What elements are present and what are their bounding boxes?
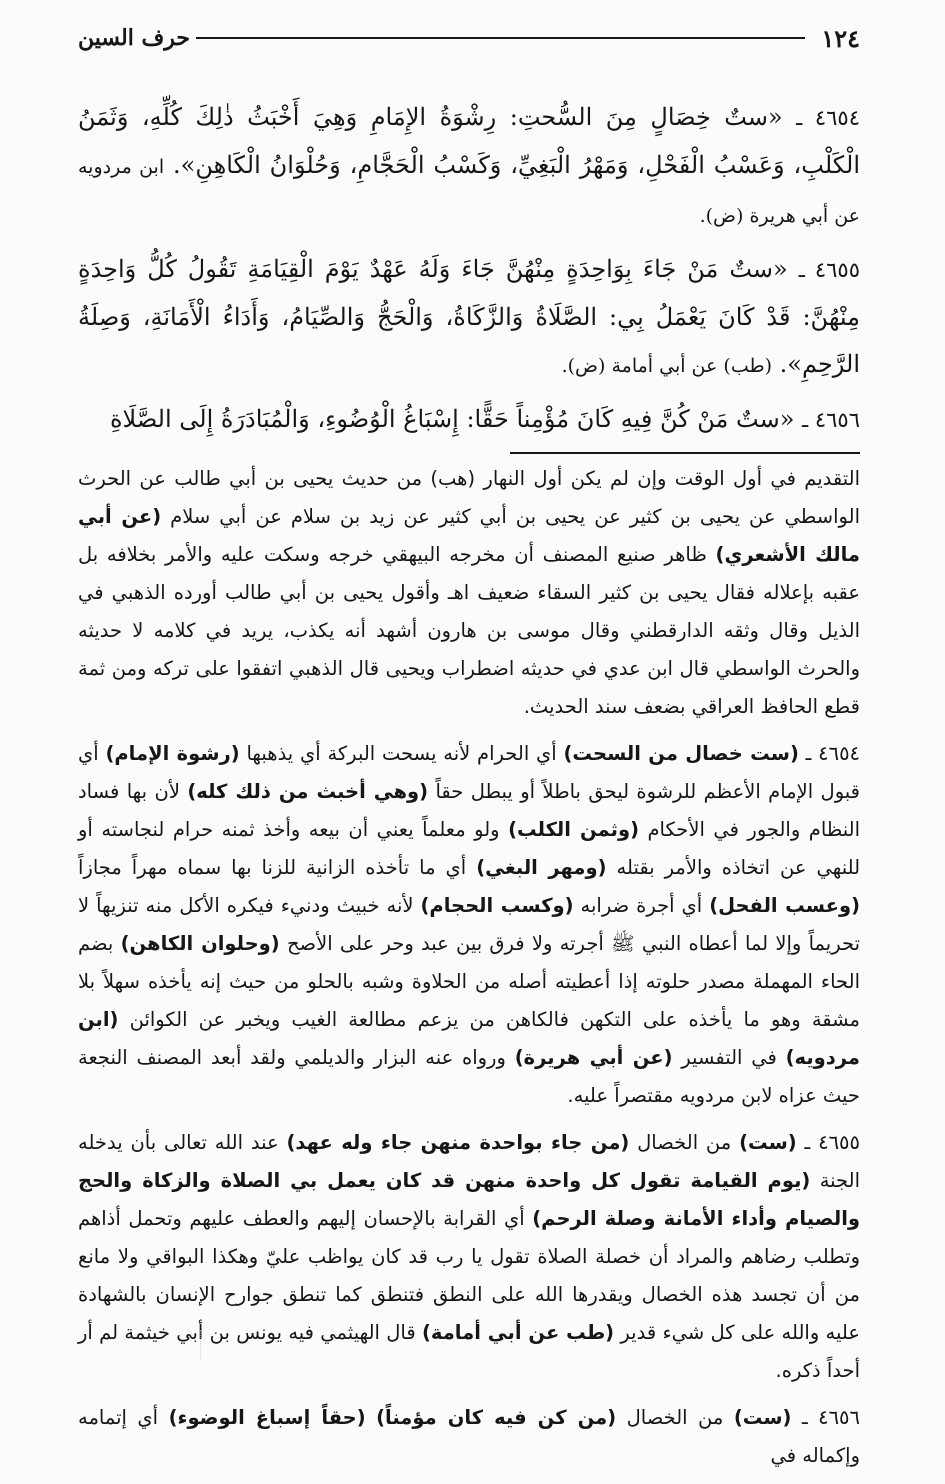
commentary-quote: (وثمن الكلب)	[508, 818, 639, 841]
commentary-quote: (عن أبي مالك الأشعري)	[78, 505, 861, 566]
commentary-quote: (ست خصال من السحت)	[563, 742, 799, 765]
commentary-number: ٤٦٥٥ ـ	[804, 1131, 860, 1154]
hadith-number: ٤٦٥٦ ـ	[802, 408, 860, 432]
commentary-4656	[78, 1399, 860, 1475]
commentary-quote: (ست)	[733, 1406, 792, 1429]
commentary-4655	[78, 1124, 860, 1390]
hadith-source: ابن مردويه عن أبي هريرة (ض).	[78, 156, 860, 227]
commentary-quote: (طب عن أبي أمامة)	[421, 1321, 615, 1344]
commentary-text: لأنه خبيث ودنيء فيكره الأكل منه تنزيهاً لا تحريماً وإلا لما أعطاه النبي ﷺ أجرته ولا فرق بين عبد وحر على الأصح	[78, 894, 861, 955]
commentary-text: أي القرابة بالإحسان إليهم والعطف عليهم وتحمل أذاهم وتطلب رضاهم والمراد أن خصلة الصلاة تقول يا رب قد كان يواظب عليّ وهكذا البواقي ولا مانع من أن تجسد هذه الخصال ويقدرها الله على النطق فتنطق كما تنطق جوارح الإنسان بالشهادة عليه والله على كل شيء قدير	[78, 1207, 860, 1344]
hadith-4654	[78, 94, 860, 240]
commentary-quote: (من جاء بواحدة منهن جاء وله عهد)	[286, 1131, 630, 1154]
commentary-quote: (وعسب الفحل)	[709, 894, 860, 917]
page-number: ١٢٤	[821, 23, 860, 53]
scan-mark	[200, 1330, 215, 1360]
commentary-text: من الخصال	[626, 1406, 724, 1429]
commentary-text: أي قبول الإمام الأعظم للرشوة ليحق باطلاً أو يبطل حقاً	[78, 742, 860, 803]
commentary-quote: (من كن فيه كان مؤمناً)	[376, 1406, 617, 1429]
commentary-text: أي أجرة ضرابه	[580, 894, 703, 917]
hadith-text	[78, 94, 860, 444]
commentary-text: التقديم في أول الوقت وإن لم يكن أول النهار (هب) من حديث يحيى بن أبي طالب عن الحرث الواسطي عن يحيى بن كثير عن يحيى بن أبي كثير عن زيد بن سلام عن أبي سلام	[78, 467, 860, 528]
commentary-number: ٤٦٥٤ ـ	[805, 742, 861, 765]
commentary-text: ظاهر صنيع المصنف أن مخرجه البيهقي خرجه وسكت عليه والأمر بخلافه بل عقبه بإعلاله فقال يحيى بن كثير السقاء ضعيف اهـ وأقول يحيى بن أبي طالب أورده الذهبي في الذيل وقال وثقه الدارقطني وقال موسى بن هارون أشهد أنه يكذب، يريد في كلامه لا حديثه والحرث الواسطي قال ابن عدي في حديثه اضطراب ويحيى قال الذهبي اتفقوا على تركه ومن ثمة قطع الحافظ العراقي بضعف سند الحديث.	[78, 543, 860, 718]
commentary-text: أي ما تأخذه الزانية للزنا بها سماه مهراً مجازاً	[78, 856, 467, 879]
hadith-body: «ستٌ مَنْ جَاءَ بِوَاحِدَةٍ مِنْهُنَّ جَاءَ وَلَهُ عَهْدٌ يَوْمَ الْقِيَامَةِ تَقُولُ كُلُّ وَاحِدَةٍ مِنْهُنَّ: قَدْ كَانَ يَعْمَلُ بِي: الصَّلَاةُ وَالزَّكَاةُ، وَالْحَجُّ وَالصِّيَامُ، وَأَدَاءُ الْأَمَانَةِ، وَصِلَةُ الرَّحِمِ».	[78, 255, 860, 378]
chapter-title: حرف السين	[78, 25, 191, 51]
commentary-quote: (وهي أخبث من ذلك كله)	[187, 780, 429, 803]
commentary-text: ورواه عنه البزار والديلمي ولقد أبعد المصنف النجعة حيث عزاه لابن مردويه مقتصراً عليه.	[78, 1046, 860, 1107]
commentary-text: في التفسير	[681, 1046, 777, 1069]
commentary-quote: (عن أبي هريرة)	[514, 1046, 673, 1069]
page-header	[78, 18, 860, 58]
commentary-quote: (ست)	[739, 1131, 797, 1154]
commentary-text: عند الله تعالى بأن يدخله الجنة	[78, 1131, 860, 1192]
commentary-quote: (ابن مردويه)	[78, 1008, 861, 1069]
hadith-body: «ستٌ مَنْ كُنَّ فِيهِ كَانَ مُؤْمِناً حَقًّا: إِسْبَاغُ الْوُضُوءِ، وَالْمُبَادَرَةُ إِلَى الصَّلَاةِ	[109, 405, 795, 433]
commentary-text: ولو معلماً يعني أن بيعه وأخذ ثمنه حرام لنجاسته أو للنهي عن اتخاذه والأمر بقتله	[78, 818, 861, 879]
hadith-body: «ستٌ خِصَالٍ مِنَ السُّحتِ: رِشْوَةُ الإِمَامِ وَهِيَ أَخْبَثُ ذٰلِكَ كُلِّهِ، وَثَمَنُ الْكَلْبِ، وَعَسْبُ الْفَحْلِ، وَمَهْرُ الْبَغِيِّ، وَكَسْبُ الْحَجَّامِ، وَحُلْوَانُ الْكَاهِنِ».	[78, 103, 861, 179]
commentary-text: من الخصال	[637, 1131, 732, 1154]
commentary-number: ٤٦٥٦ ـ	[801, 1406, 861, 1429]
hadith-number: ٤٦٥٤ ـ	[796, 106, 860, 130]
commentary-text: قال الهيثمي فيه يونس بن أبي خيثمة لم أر أحداً ذكره.	[78, 1321, 860, 1382]
hadith-4655	[78, 246, 860, 390]
commentary-text: لأن بها فساد النظام والجور في الأحكام	[78, 780, 861, 841]
commentary-quote: (ومهر البغي)	[476, 856, 607, 879]
commentary-text: أي إتمامه وإكماله في	[78, 1406, 860, 1467]
commentary-quote: (رشوة الإمام)	[105, 742, 240, 765]
commentary-quote: (يوم القيامة تقول كل واحدة منهن قد كان يعمل بي الصلاة والزكاة والحج والصيام وأداء الأمانة وصلة الرحم)	[78, 1169, 861, 1230]
header-rule	[196, 37, 805, 39]
commentary-4654	[78, 735, 860, 1115]
hadith-source: (طب) عن أبي أمامة (ض).	[561, 355, 773, 377]
book-page	[78, 18, 860, 1484]
commentary-text: أي الحرام لأنه يسحت البركة أي يذهبها	[246, 742, 557, 765]
hadith-number: ٤٦٥٥ ـ	[798, 258, 860, 282]
commentary	[78, 460, 860, 1475]
footnote-separator	[510, 452, 860, 454]
commentary-quote: (حقاً إسباغ الوضوء)	[168, 1406, 366, 1429]
commentary-quote: (وكسب الحجام)	[420, 894, 574, 917]
hadith-4656	[78, 396, 860, 444]
commentary-text: بضم الحاء المهملة مصدر حلوته إذا أعطيته أصله من الحلاوة وشبه بالحلو من حيث إنه يأخذه سهلاً بلا مشقة وهو ما يأخذه على التكهن فالكاهن من يزعم مطالعة الغيب ويخبر عن الكوائن	[78, 932, 860, 1031]
commentary-continuation	[78, 460, 860, 726]
commentary-quote: (وحلوان الكاهن)	[120, 932, 280, 955]
